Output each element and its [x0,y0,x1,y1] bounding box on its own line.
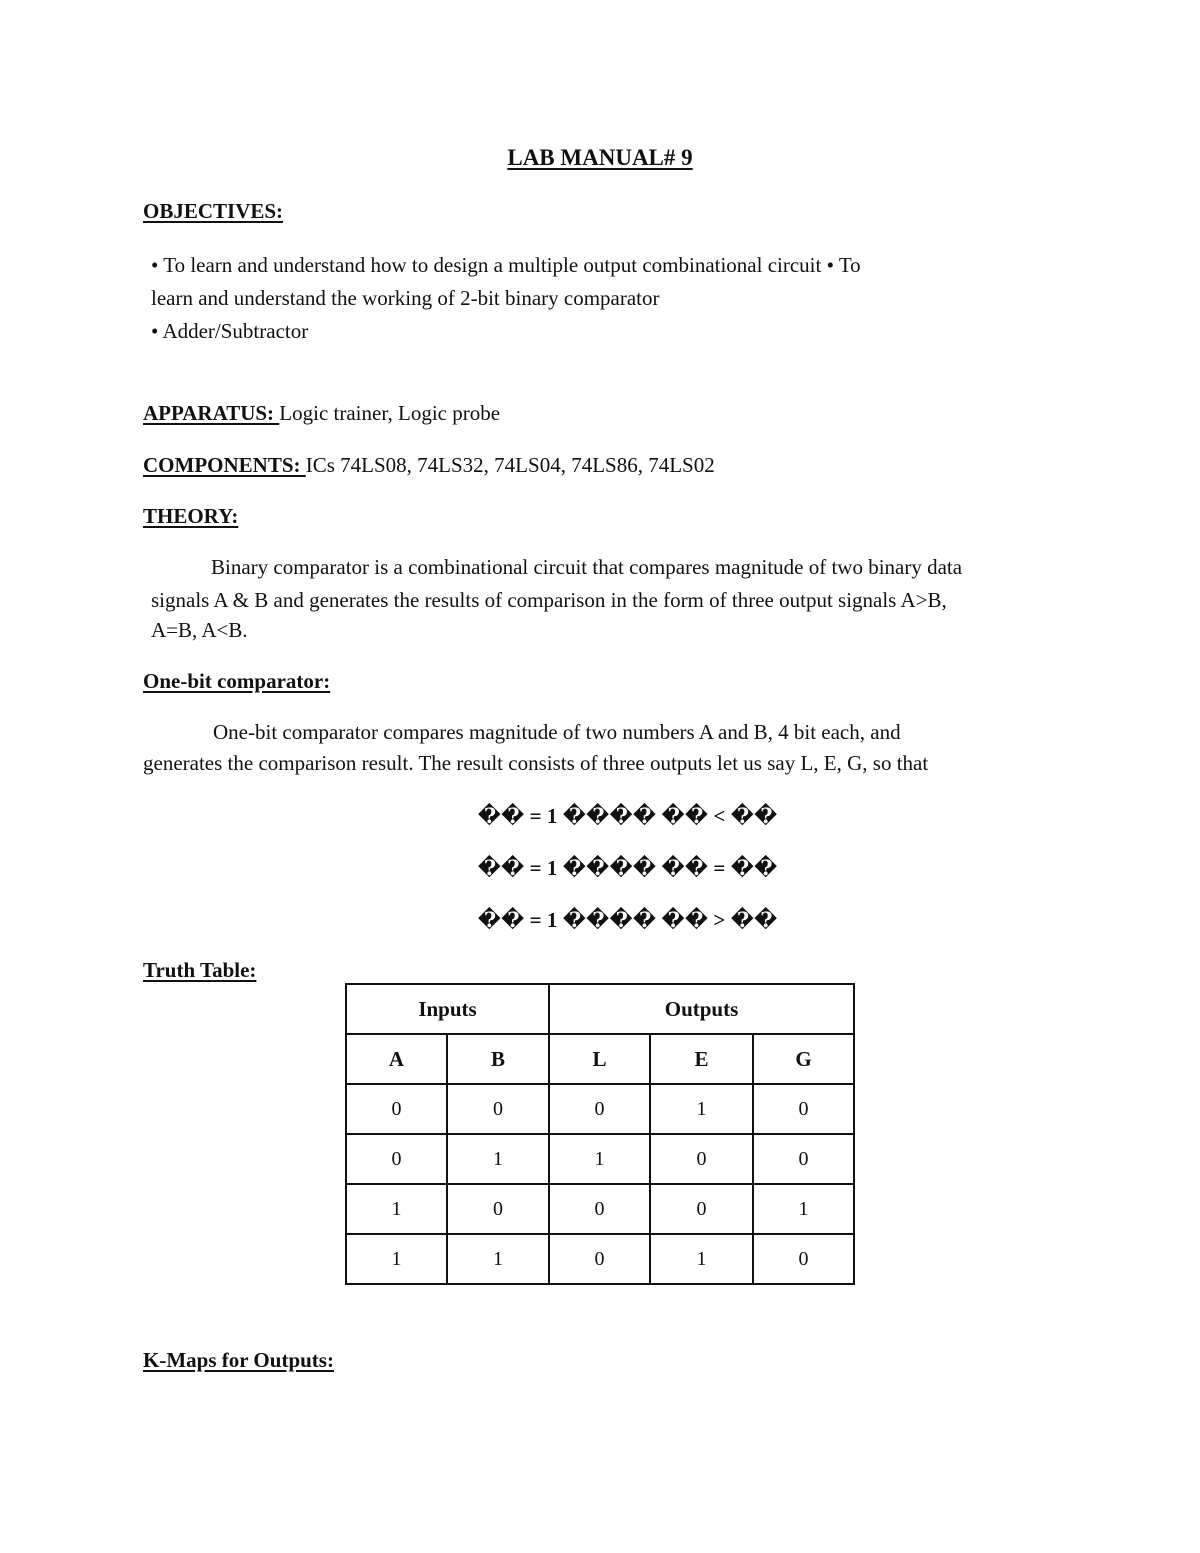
table-cell: 1 [549,1134,650,1184]
objective-line-2: learn and understand the working of 2-bit binary comparator [151,286,660,310]
table-row [346,1184,854,1234]
table-cell: 0 [447,1084,549,1134]
table-cell: 1 [447,1234,549,1284]
equation-e: �� = 1 ���� �� = �� [477,856,778,880]
theory-heading: THEORY: [143,504,239,528]
theory-line-3: A=B, A<B. [151,618,248,642]
equation-g: �� = 1 ���� �� > �� [477,908,778,932]
table-row [346,1234,854,1284]
theory-line-1: Binary comparator is a combinational circuit that compares magnitude of two binary data [211,555,963,579]
outputs-header: Outputs [549,984,854,1034]
table-cell: 0 [753,1234,854,1284]
truth-table-heading: Truth Table: [143,958,257,982]
table-cell: 1 [650,1084,753,1134]
apparatus-label: APPARATUS: [143,401,280,425]
one-bit-line-1: One-bit comparator compares magnitude of two numbers A and B, 4 bit each, and [213,720,901,744]
objective-line-1: • To learn and understand how to design a multiple output combinational circuit • To [151,253,861,277]
table-cell: 0 [650,1134,753,1184]
table-cell: 1 [346,1234,447,1284]
apparatus-line [143,401,500,426]
table-cell: 0 [549,1234,650,1284]
inputs-header: Inputs [346,984,549,1034]
components-line [143,453,715,478]
table-cell: 0 [447,1184,549,1234]
apparatus-value: Logic trainer, Logic probe [279,401,501,425]
table-cell: 1 [447,1134,549,1184]
column-header-e: E [650,1034,753,1084]
components-value: ICs 74LS08, 74LS32, 74LS04, 74LS86, 74LS02 [305,453,715,477]
table-cell: 0 [346,1134,447,1184]
table-cell: 0 [549,1184,650,1234]
column-header-b: B [447,1034,549,1084]
one-bit-heading: One-bit comparator: [143,669,331,693]
table-cell: 0 [346,1084,447,1134]
kmaps-heading: K-Maps for Outputs: [143,1348,334,1372]
column-header-g: G [753,1034,854,1084]
truth-table [345,983,855,1285]
table-cell: 1 [346,1184,447,1234]
equation-l: �� = 1 ���� �� < �� [477,804,778,828]
column-header-a: A [346,1034,447,1084]
table-cell: 0 [753,1084,854,1134]
truth-table-column-row [346,1034,854,1084]
table-cell: 0 [549,1084,650,1134]
theory-line-2: signals A & B and generates the results of comparison in the form of three output signals A>B, [151,588,947,612]
table-cell: 0 [650,1184,753,1234]
table-cell: 1 [650,1234,753,1284]
column-header-l: L [549,1034,650,1084]
truth-table-group-row [346,984,854,1034]
table-row [346,1084,854,1134]
components-label: COMPONENTS: [143,453,306,477]
table-cell: 1 [753,1184,854,1234]
objectives-heading: OBJECTIVES: [143,199,284,223]
objective-line-3: • Adder/Subtractor [151,319,309,343]
table-cell: 0 [753,1134,854,1184]
page-title: LAB MANUAL# 9 [507,145,693,170]
table-row [346,1134,854,1184]
one-bit-line-2: generates the comparison result. The result consists of three outputs let us say L, E, G, so that [143,751,929,775]
